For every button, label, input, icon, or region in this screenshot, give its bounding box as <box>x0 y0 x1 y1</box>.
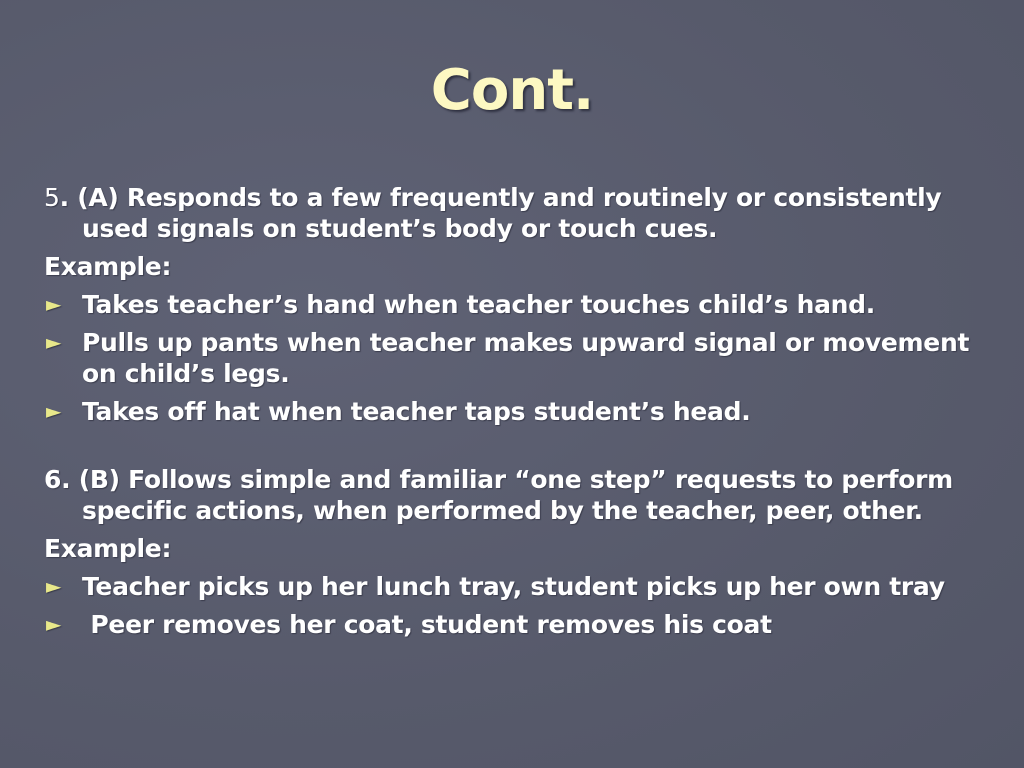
item-5-example-label: Example: <box>44 252 172 281</box>
slide-title: Cont. <box>430 58 594 123</box>
bullet-item <box>44 396 994 427</box>
triangle-bullet-icon: ► <box>46 399 62 423</box>
bullet-text: Takes off hat when teacher taps student’s head. <box>82 397 751 426</box>
bullet-item <box>44 571 994 602</box>
bullet-item <box>44 327 994 389</box>
item-6-paragraph: 6. (B) Follows simple and familiar “one step” requests to perform specific actions, when performed by the teacher, peer, other. <box>44 465 953 525</box>
triangle-bullet-icon: ► <box>46 612 62 636</box>
bullet-text: Pulls up pants when teacher makes upward signal or movement on child’s legs. <box>82 328 970 388</box>
bullet-text: Teacher picks up her lunch tray, student picks up her own tray <box>82 572 945 601</box>
triangle-bullet-icon: ► <box>46 574 62 598</box>
item-5-text: . (A) Responds to a few frequently and routinely or consistently used signals on student’s body or touch cues. <box>59 183 942 243</box>
item-5-number: 5 <box>44 183 60 212</box>
bullet-item <box>44 609 994 640</box>
slide-body <box>44 182 994 647</box>
triangle-bullet-icon: ► <box>46 292 62 316</box>
bullet-text: Takes teacher’s hand when teacher touches child’s hand. <box>82 290 875 319</box>
item-6-example-label: Example: <box>44 534 172 563</box>
triangle-bullet-icon: ► <box>46 330 62 354</box>
bullet-item <box>44 289 994 320</box>
item-5-paragraph <box>44 182 994 244</box>
bullet-text: Peer removes her coat, student removes his coat <box>82 610 772 639</box>
section-spacer <box>44 434 994 464</box>
